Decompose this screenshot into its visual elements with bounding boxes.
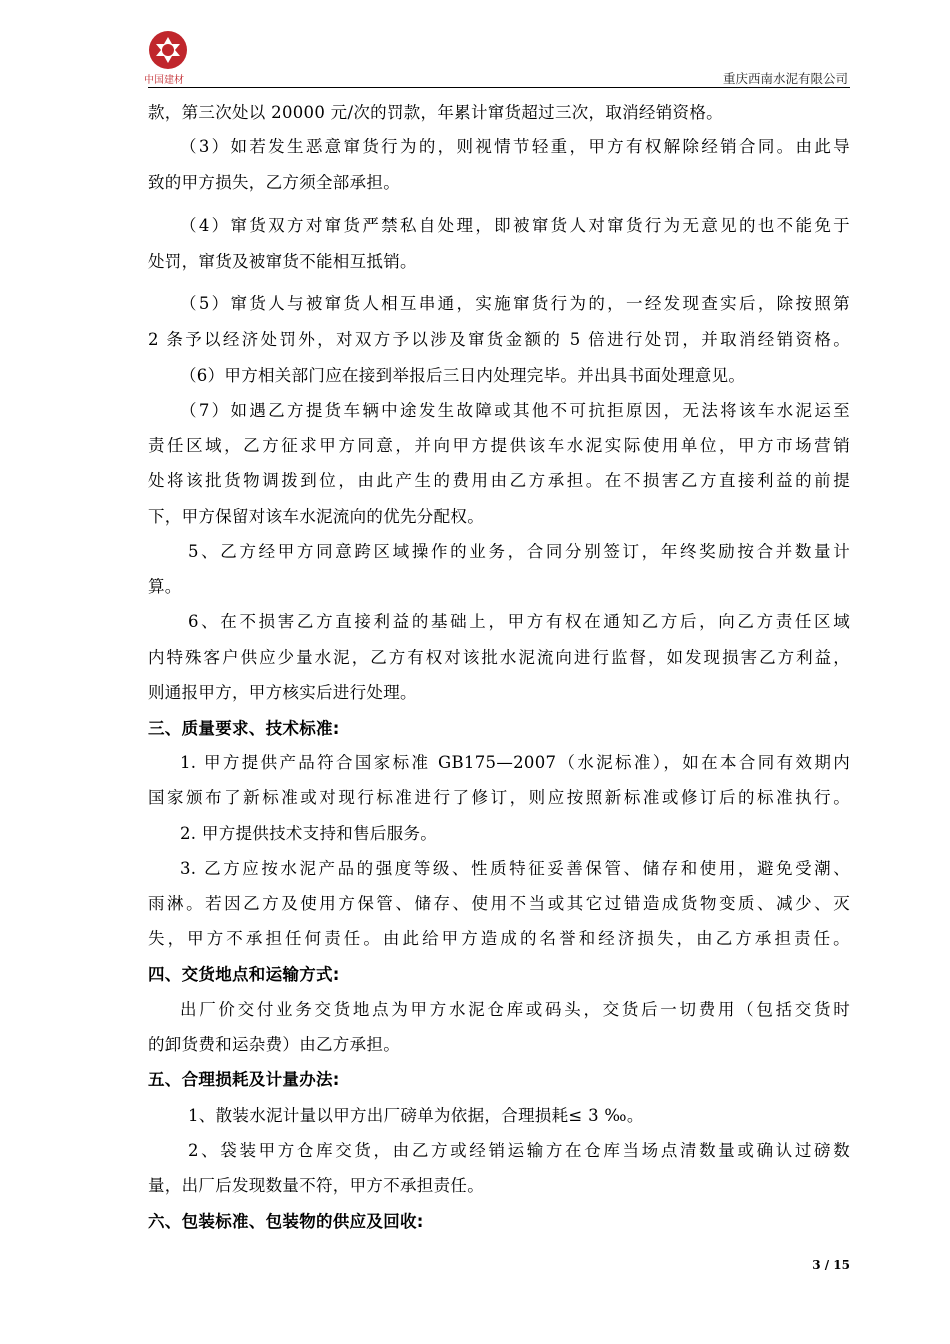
- company-logo: [144, 30, 194, 86]
- page-header: [144, 30, 848, 88]
- text-line: 2、袋装甲方仓库交货，由乙方或经销运输方在仓库当场点清数量或确认过磅数: [188, 1141, 850, 1160]
- text-line: （4）窜货双方对窜货严禁私自处理，即被窜货人对窜货行为无意见的也不能免于: [180, 216, 850, 235]
- logo-text: 中国建材: [144, 75, 184, 86]
- text-line: 出厂价交付业务交货地点为甲方水泥仓库或码头，交货后一切费用（包括交货时: [180, 1000, 850, 1019]
- text-line: 责任区域，乙方征求甲方同意，并向甲方提供该车水泥实际使用单位，甲方市场营销: [148, 436, 850, 455]
- cnbm-logo-icon: [148, 30, 188, 70]
- text-line: 1. 甲方提供产品符合国家标准 GB175—2007（水泥标准），如在本合同有效期内: [180, 753, 850, 772]
- text-line: 量，出厂后发现数量不符，甲方不承担责任。: [148, 1176, 484, 1195]
- section-heading: 六、包装标准、包装物的供应及回收:: [148, 1212, 424, 1231]
- text-line: 5、乙方经甲方同意跨区域操作的业务，合同分别签订，年终奖励按合并数量计: [188, 542, 850, 561]
- text-line: （5）窜货人与被窜货人相互串通，实施窜货行为的，一经发现查实后，除按照第: [180, 294, 850, 313]
- page-number: 3 / 15: [812, 1258, 850, 1272]
- text-line: 致的甲方损失，乙方须全部承担。: [148, 173, 400, 192]
- text-line: 雨淋。若因乙方及使用方保管、储存、使用不当或其它过错造成货物变质、减少、灭: [148, 894, 850, 913]
- header-divider: [148, 87, 850, 88]
- section-heading: 五、合理损耗及计量办法:: [148, 1070, 340, 1089]
- text-line: 国家颁布了新标准或对现行标准进行了修订，则应按照新标准或修订后的标准执行。: [148, 788, 850, 807]
- text-line: 6、在不损害乙方直接利益的基础上，甲方有权在通知乙方后，向乙方责任区域: [188, 612, 850, 631]
- text-line: 款，第三次处以 20000 元/次的罚款，年累计窜货超过三次，取消经销资格。: [148, 103, 723, 122]
- text-line: 2. 甲方提供技术支持和售后服务。: [180, 824, 438, 843]
- section-heading: 三、质量要求、技术标准:: [148, 719, 340, 738]
- text-line: （6）甲方相关部门应在接到举报后三日内处理完毕。并出具书面处理意见。: [180, 366, 746, 385]
- text-line: 处罚，窜货及被窜货不能相互抵销。: [148, 252, 417, 271]
- text-line: （3）如若发生恶意窜货行为的，则视情节轻重，甲方有权解除经销合同。由此导: [180, 137, 850, 156]
- text-line: 算。: [148, 577, 182, 596]
- text-line: 则通报甲方，甲方核实后进行处理。: [148, 683, 417, 702]
- text-line: 失，甲方不承担任何责任。由此给甲方造成的名誉和经济损失，由乙方承担责任。: [148, 929, 850, 948]
- text-line: 2 条予以经济处罚外，对双方予以涉及窜货金额的 5 倍进行处罚，并取消经销资格。: [148, 330, 850, 349]
- section-heading: 四、交货地点和运输方式:: [148, 965, 340, 984]
- text-line: 下，甲方保留对该车水泥流向的优先分配权。: [148, 507, 484, 526]
- text-line: 1、散装水泥计量以甲方出厂磅单为依据，合理损耗≤ 3 ‰。: [188, 1106, 644, 1125]
- text-line: 内特殊客户供应少量水泥，乙方有权对该批水泥流向进行监督，如发现损害乙方利益，: [148, 648, 850, 667]
- company-name: 重庆西南水泥有限公司: [722, 71, 848, 86]
- text-line: 处将该批货物调拨到位，由此产生的费用由乙方承担。在不损害乙方直接利益的前提: [148, 471, 850, 490]
- text-line: 的卸货费和运杂费）由乙方承担。: [148, 1035, 400, 1054]
- text-line: （7）如遇乙方提货车辆中途发生故障或其他不可抗拒原因，无法将该车水泥运至: [180, 401, 850, 420]
- text-line: 3. 乙方应按水泥产品的强度等级、性质特征妥善保管、储存和使用，避免受潮、: [180, 859, 850, 878]
